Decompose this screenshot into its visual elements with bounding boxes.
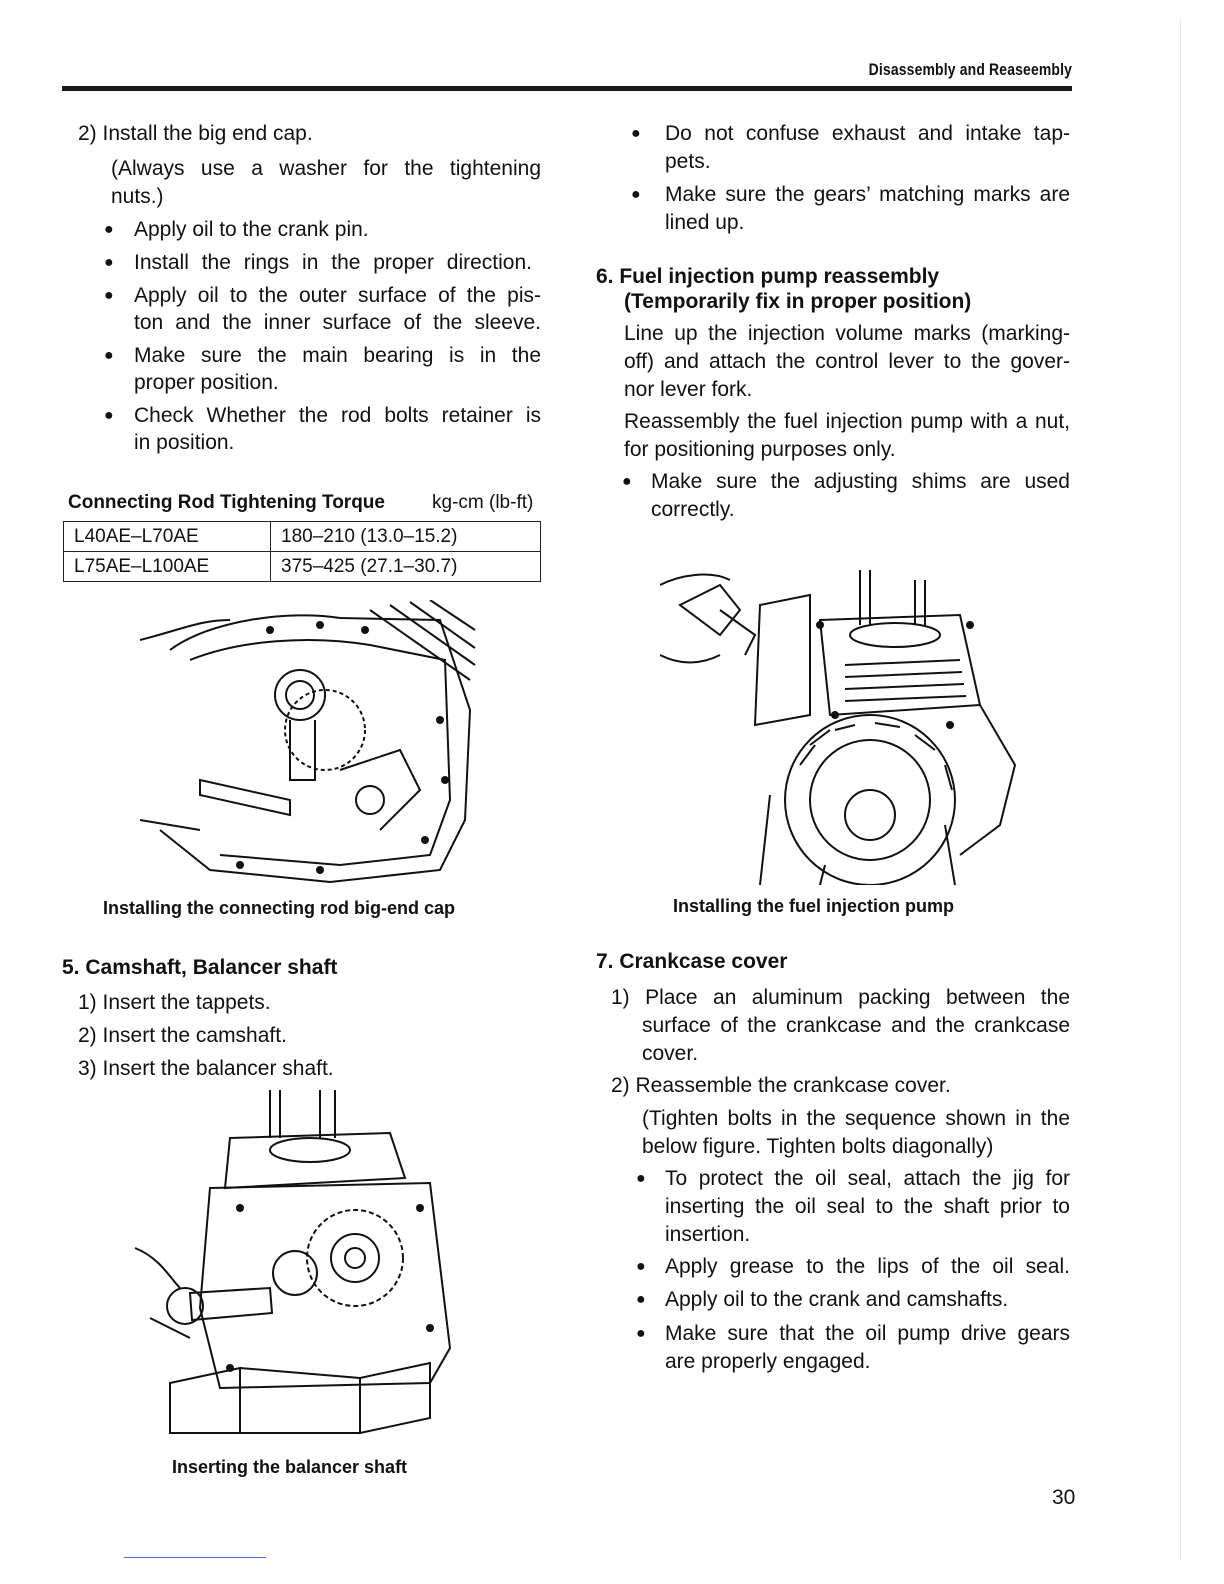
- bullet-text: To protect the oil seal, attach the jig for: [665, 1167, 1070, 1190]
- section-5-step-2: 2) Insert the camshaft.: [78, 1024, 287, 1047]
- section-6-title: 6. Fuel injection pump reassembly: [596, 265, 940, 288]
- bullet-text: correctly.: [651, 498, 735, 521]
- bullet-text: insertion.: [665, 1223, 751, 1246]
- table-unit: kg-cm (lb-ft): [432, 492, 534, 513]
- header-rule: [62, 86, 1072, 91]
- section-7-step-1-line: cover.: [642, 1042, 699, 1065]
- bullet-icon: ●: [636, 1258, 646, 1275]
- section-7-title: 7. Crankcase cover: [596, 950, 788, 973]
- page-edge-line: [1180, 20, 1181, 1560]
- step-2-note-line-1: (Always use a washer for the tightening: [111, 157, 541, 180]
- running-header: Disassembly and Reaseembly: [868, 60, 1072, 79]
- section-6-subtitle: (Temporarily fix in proper position): [624, 290, 972, 313]
- section-5-title: 5. Camshaft, Balancer shaft: [62, 956, 338, 979]
- table-title: Connecting Rod Tightening Torque: [68, 492, 385, 513]
- bullet-text: Apply oil to the outer surface of the pis-: [134, 284, 541, 307]
- bullet-text: Make sure the adjusting shims are used: [651, 470, 1070, 493]
- section-6-paragraph-line: Reassembly the fuel injection pump with a nut,: [624, 410, 1070, 433]
- bullet-text: Apply oil to the crank and camshafts.: [665, 1288, 1009, 1311]
- table-cell-model: L75AE–L100AE: [64, 552, 271, 582]
- bullet-icon: ●: [104, 221, 114, 238]
- bullet-icon: ●: [631, 125, 641, 142]
- bullet-icon: ●: [636, 1291, 646, 1308]
- bullet-icon: ●: [622, 473, 632, 490]
- bullet-text: proper position.: [134, 371, 279, 394]
- bullet-text: inserting the oil seal to the shaft prior to: [665, 1195, 1070, 1218]
- bullet-text: Apply grease to the lips of the oil seal.: [665, 1255, 1070, 1278]
- section-6-paragraph-line: Line up the injection volume marks (marking-: [624, 322, 1070, 345]
- section-7-step-1-line: 1) Place an aluminum packing between the: [611, 986, 1070, 1009]
- figure-2-caption: Inserting the balancer shaft: [172, 1457, 408, 1477]
- bullet-icon: ●: [104, 347, 114, 364]
- footer-rule: [124, 1557, 266, 1558]
- bullet-text: pets.: [665, 150, 711, 173]
- bullet-text: Install the rings in the proper direction.: [134, 251, 532, 274]
- section-6-paragraph-line: off) and attach the control lever to the gover-: [624, 350, 1070, 373]
- bullet-text: in position.: [134, 431, 235, 454]
- torque-table: [63, 521, 541, 582]
- bullet-text: Check Whether the rod bolts retainer is: [134, 404, 541, 427]
- bullet-text: lined up.: [665, 211, 745, 234]
- bullet-text: Make sure the main bearing is in the: [134, 344, 541, 367]
- section-7-step-1-line: surface of the crankcase and the crankcase: [642, 1014, 1070, 1037]
- bullet-text: Make sure the gears’ matching marks are: [665, 183, 1070, 206]
- bullet-text: ton and the inner surface of the sleeve.: [134, 311, 541, 334]
- page-number: 30: [1052, 1486, 1076, 1509]
- table-cell-torque: 180–210 (13.0–15.2): [271, 522, 541, 552]
- bullet-text: Apply oil to the crank pin.: [134, 218, 369, 241]
- table-row: [64, 522, 541, 552]
- section-6-paragraph-line: nor lever fork.: [624, 378, 753, 401]
- bullet-text: Do not confuse exhaust and intake tap-: [665, 122, 1070, 145]
- bullet-icon: ●: [636, 1325, 646, 1342]
- section-6-paragraph-line: for positioning purposes only.: [624, 438, 896, 461]
- table-row: [64, 552, 541, 582]
- table-cell-torque: 375–425 (27.1–30.7): [271, 552, 541, 582]
- bullet-icon: ●: [631, 186, 641, 203]
- bullet-text: are properly engaged.: [665, 1350, 871, 1373]
- bullet-icon: ●: [636, 1170, 646, 1187]
- step-2-note-line-2: nuts.): [111, 185, 164, 208]
- figure-balancer-shaft: [130, 1088, 470, 1450]
- figure-1-caption: Installing the connecting rod big-end cap: [103, 898, 456, 918]
- figure-fuel-injection-pump: [660, 565, 1030, 885]
- bullet-icon: ●: [104, 287, 114, 304]
- section-5-step-1: 1) Insert the tappets.: [78, 991, 271, 1014]
- section-7-step-2-note: below figure. Tighten bolts diagonally): [642, 1135, 994, 1158]
- section-7-step-2-note: (Tighten bolts in the sequence shown in the: [642, 1107, 1070, 1130]
- section-5-step-3: 3) Insert the balancer shaft.: [78, 1057, 334, 1080]
- figure-connecting-rod-cap: [140, 600, 480, 890]
- bullet-icon: ●: [104, 407, 114, 424]
- table-cell-model: L40AE–L70AE: [64, 522, 271, 552]
- step-2-title: 2) Install the big end cap.: [78, 122, 313, 145]
- section-7-step-2-title: 2) Reassemble the crankcase cover.: [611, 1074, 951, 1097]
- figure-3-caption: Installing the fuel injection pump: [673, 896, 955, 916]
- bullet-text: Make sure that the oil pump drive gears: [665, 1322, 1070, 1345]
- bullet-icon: ●: [104, 254, 114, 271]
